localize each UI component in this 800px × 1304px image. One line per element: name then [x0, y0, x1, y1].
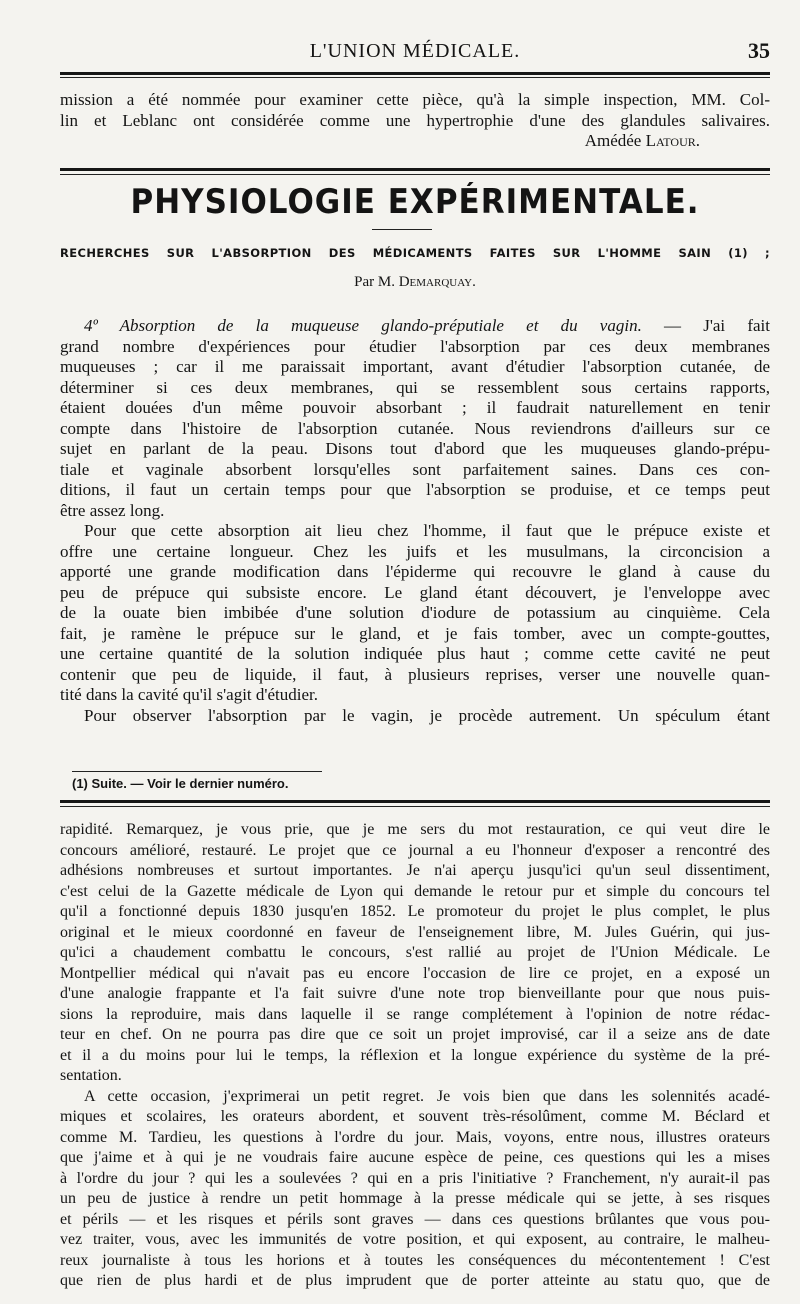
text-line: c'est celui de la Gazette médicale de Lyon qui demande le retour pur et simple du concours tel [60, 882, 770, 900]
text-line: qu'il a fonctionné depuis 1830 jusqu'en 1852. Le promoteur du projet le plus complet, le plus [60, 903, 770, 920]
text-line: déterminer si ces deux membranes, qui se ressemblent sous certains rapports, [60, 377, 770, 397]
text-line: grand nombre d'expériences pour étudier l'absorption par ces deux membranes [60, 336, 770, 356]
text-line: adhésions nombreuses et surtout importantes. Je n'ai aperçu jusqu'ici qu'un seul dissentiment, [60, 862, 770, 879]
running-title: L'UNION MÉDICALE. [309, 40, 521, 62]
text-line: mission a été nommée pour examiner cette pièce, qu'à la simple inspection, MM. Col- [60, 90, 770, 109]
header-rule-thin [60, 77, 770, 78]
text-line: rapidité. Remarquez, je vous prie, que je me sers du mot restauration, ce qui veut dire le [60, 821, 770, 838]
text-line: et il a du moins pour lui le temps, la réflexion et la longue expérience du système de la pré- [60, 1046, 770, 1064]
text-line: comme M. Tardieu, les questions à l'ordre du jour. Mais, voyons, entre nous, illustres orateurs [60, 1128, 770, 1146]
text-line: concours amélioré, restauré. Le projet que ce journal a eu l'honneur d'exposer a rencontré des [60, 841, 770, 859]
text-line: sions la reproduire, mais dans laquelle il se range complétement à l'opinion de notre rédac- [60, 1005, 770, 1023]
text-line: une certaine quantité de la solution indiquée plus haut ; comme cette cavité ne peut [60, 644, 770, 663]
text-line: Pour que cette absorption ait lieu chez l'homme, il faut que le prépuce existe et [84, 521, 770, 540]
article-body [60, 316, 770, 726]
text-line: un peu de justice à rendre un petit hommage à la presse médicale qui se jette, à ses risques [60, 1190, 770, 1207]
byline [60, 274, 770, 291]
text-line: contenir que peu de liquide, il faut, à plusieurs reprises, verser une nouvelle quan- [60, 664, 770, 684]
text-line: de la ouate bien imbibée d'une solution d'iodure de potassium au cinquième. Cela [60, 603, 770, 622]
text-line [60, 316, 770, 337]
text-line: étaient douées d'un même pouvoir absorbant ; il faudrait naturellement en tenir [60, 398, 770, 417]
running-head [60, 40, 770, 70]
section-rule-thin [60, 174, 770, 175]
text-line: reux journaliste à tous les horions et à toutes les conséquences du mécontentement ! C'est [60, 1251, 770, 1269]
signature [60, 131, 770, 152]
text-line: d'une analogie frappante et l'a fait suivre d'une note trop bienveillante pour que nous puis- [60, 985, 770, 1002]
section-rule [60, 168, 770, 171]
text-line: être assez long. [60, 500, 165, 520]
article-subtitle: RECHERCHES SUR L'ABSORPTION DES MÉDICAMENTS FAITES SUR L'HOMME SAIN (1) ; [60, 246, 770, 260]
text-line: offre une certaine longueur. Chez les juifs et les musulmans, la circoncision a [60, 541, 770, 561]
text-line: peu de prépuce qui subsiste encore. Le gland étant découvert, je l'enveloppe avec [60, 582, 770, 602]
byline-author: Demarquay. [398, 274, 476, 290]
text-line: A cette occasion, j'exprimerai un petit regret. Je vois bien que dans les solennités acadé- [84, 1087, 770, 1105]
text-line: Pour observer l'absorption par le vagin, je procède autrement. Un spéculum étant [84, 705, 770, 725]
feuilleton-body [60, 820, 770, 1292]
text-line: original et le mieux coordonné en faveur de l'enseignement libre, M. Jules Guérin, qui jus- [60, 923, 770, 941]
text-line: apporté une grande modification dans l'épiderme qui recouvre le gland à cause du [60, 562, 770, 581]
footnote: (1) Suite. — Voir le dernier numéro. [72, 776, 289, 791]
text-line: que rien de plus hardi et de plus imprudent que de porter atteinte au statu quo, que de [60, 1272, 770, 1289]
text-line: qu'ici a chaudement combattu le concours, s'est rallié au projet de l'Union Médicale. Le [60, 944, 770, 961]
signature-surname: Latour. [645, 131, 700, 150]
title-rule [372, 229, 432, 230]
text-line: Montpellier médical qui n'avait pas eu encore l'occasion de lire ce projet, en a exposé un [60, 964, 770, 982]
text-line: et périls — et les risques et périls sont graves — dans ces questions brûlantes que vous pou- [60, 1210, 770, 1228]
text-line: tité dans la cavité qu'il s'agit d'étudier. [60, 685, 318, 704]
text-line: miques et scolaires, les orateurs abordent, et souvent très-résolûment, comme M. Béclard et [60, 1108, 770, 1125]
text-line: que j'aime et à qui je ne voudrais faire aucune espèce de peine, ces questions qui les a mises [60, 1149, 770, 1166]
text-line: compte dans l'histoire de l'absorption cutanée. Nous reviendrons d'ailleurs sur ce [60, 418, 770, 438]
signature-name: Amédée [584, 131, 646, 150]
text-line: teur en chef. On ne pourra pas dire que ce soit un projet improvisé, car il a seize ans de date [60, 1026, 770, 1043]
text-line: sujet en parlant de la peau. Disons tout d'abord que les muqueuses glando-prépu- [60, 439, 770, 458]
page-number: 35 [748, 38, 770, 63]
section-title: PHYSIOLOGIE EXPÉRIMENTALE. [130, 182, 700, 222]
text-line: vez traiter, vous, avec les immunités de votre position, et qui exposent, au contraire, le malheu- [60, 1231, 770, 1248]
text-line: fait, je ramène le prépuce sur le gland, et je fais tomber, avec un compte-gouttes, [60, 623, 770, 643]
feuilleton-rule [60, 800, 770, 803]
footnote-rule [72, 771, 322, 772]
header-rule [60, 72, 770, 75]
heading-continuation: — J'ai fait [641, 316, 770, 335]
text-line: tiale et vaginale absorbent lorsqu'elles sont parfaitement saines. Dans ces con- [60, 459, 770, 479]
subsection-heading: 4º Absorption de la muqueuse glando-préputiale et du vagin. [84, 316, 642, 335]
text-line: à l'ordre du jour ? qui les a soulevées ? qui en a pris l'initiative ? Franchement, n'y aurait-il pas [60, 1169, 770, 1187]
feuilleton-rule-thin [60, 806, 770, 807]
text-line: muqueuses ; car il me paraissait important, avant d'étudier l'absorption cutanée, de [60, 357, 770, 376]
text-line: lin et Leblanc ont considérée comme une hypertrophie d'une des glandules salivaires. [60, 110, 770, 130]
text-line: sentation. [60, 1067, 122, 1084]
text-line: ditions, il faut un certain temps pour que l'absorption se produise, et ce temps peut [60, 480, 770, 499]
previous-article-tail [60, 90, 770, 152]
byline-prefix: Par M. [354, 274, 399, 290]
